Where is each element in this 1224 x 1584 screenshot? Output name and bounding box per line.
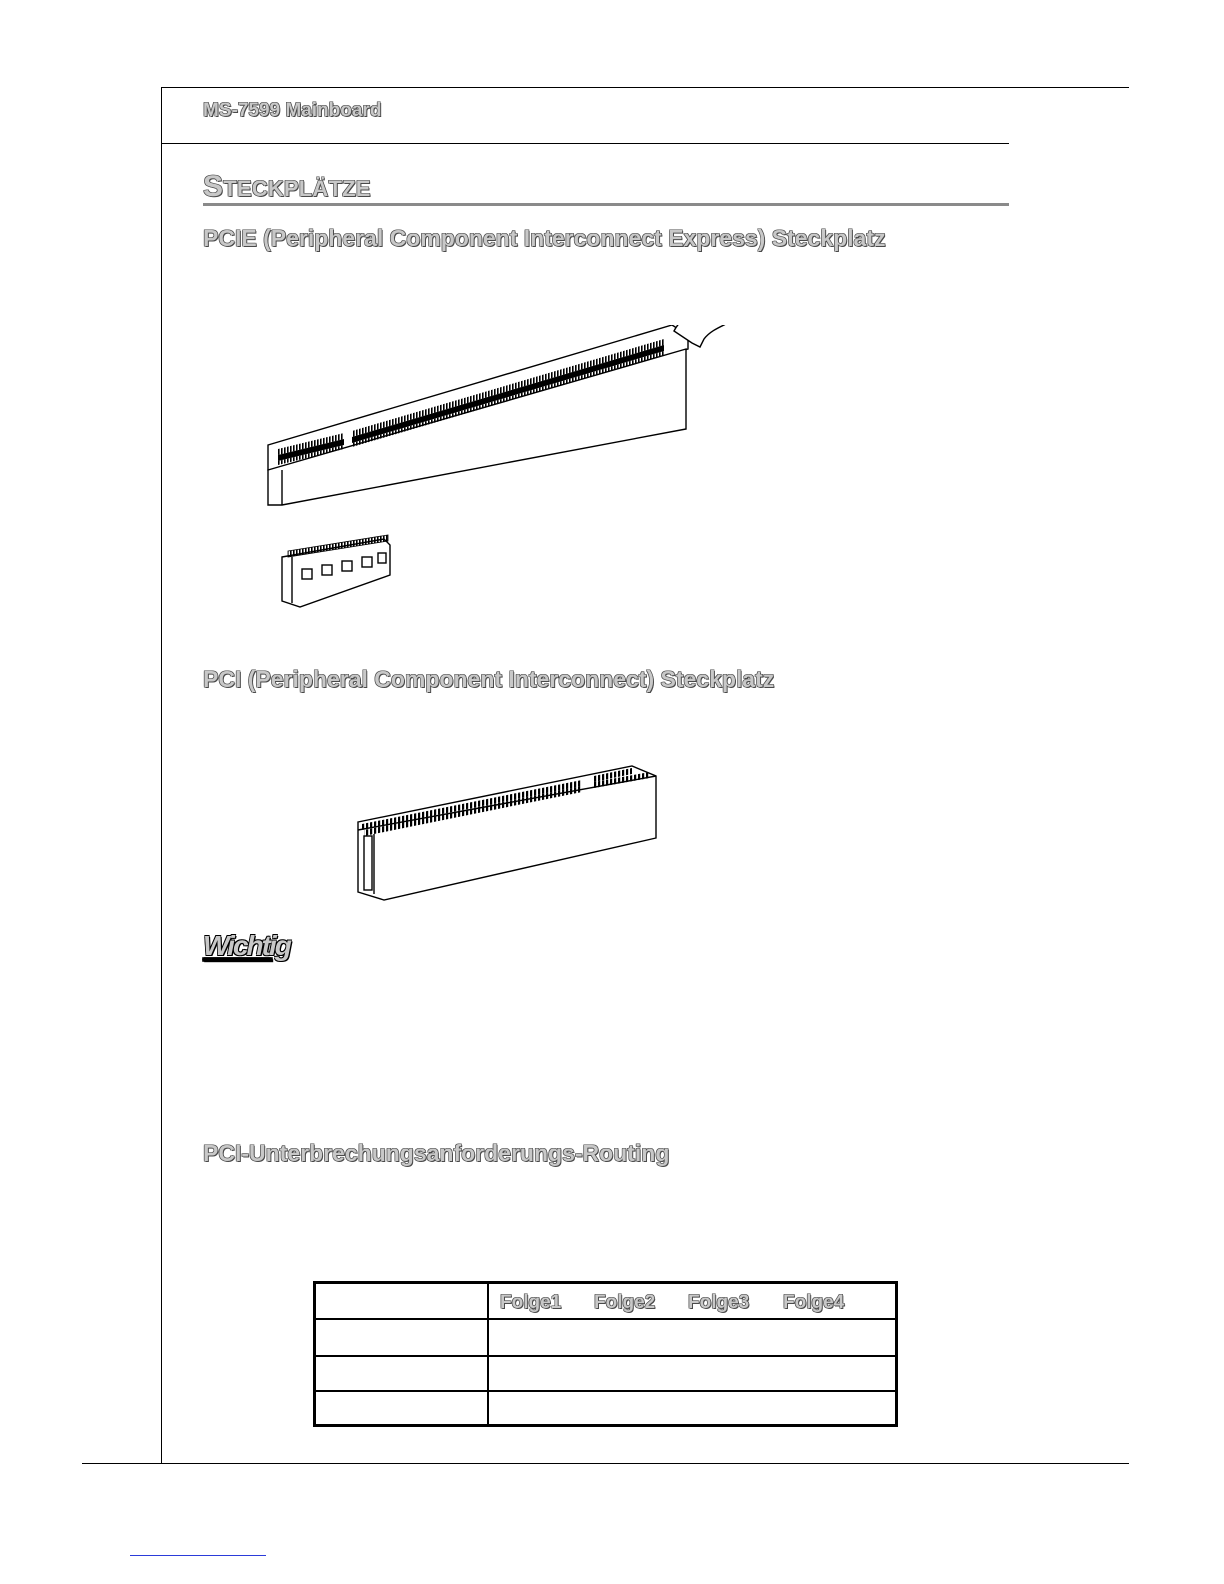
table-row: [316, 1355, 895, 1357]
header-title: MS-7599 Mainboard: [203, 100, 382, 121]
table-row: [316, 1390, 895, 1392]
table-header-folge2: Folge2: [594, 1292, 656, 1313]
header-underline: [161, 143, 1009, 144]
table-row: [316, 1318, 895, 1320]
top-rule: [161, 87, 1129, 88]
section-title-rest: TECKPLÄTZE: [223, 176, 371, 201]
table-header-folge3: Folge3: [688, 1292, 750, 1313]
table-header-folge4: Folge4: [783, 1292, 845, 1313]
pci-heading: PCI (Peripheral Component Interconnect) Steckplatz: [203, 666, 775, 692]
pcie-x1-slot: [282, 535, 390, 607]
routing-heading: PCI-Unterbrechungsanforderungs-Routing: [203, 1140, 670, 1166]
pci-slot: [358, 766, 656, 900]
section-title: [203, 170, 371, 204]
table-column-divider: [487, 1284, 489, 1424]
pcie-heading: PCIE (Peripheral Component Interconnect Express) Steckplatz: [203, 225, 886, 251]
section-underline: [203, 203, 1009, 206]
section-title-initial: S: [203, 170, 224, 203]
table-header-folge1: Folge1: [500, 1292, 562, 1313]
pcie-x16-slot: [268, 325, 737, 505]
left-margin-rule: [161, 87, 162, 1464]
bottom-rule: [82, 1463, 1129, 1464]
footer-link-underline[interactable]: [130, 1555, 266, 1556]
important-label: Wichtig: [203, 930, 290, 961]
irq-routing-table: [313, 1281, 898, 1427]
pci-slot-illustration: [350, 762, 670, 907]
pcie-slot-illustration: [260, 325, 760, 615]
